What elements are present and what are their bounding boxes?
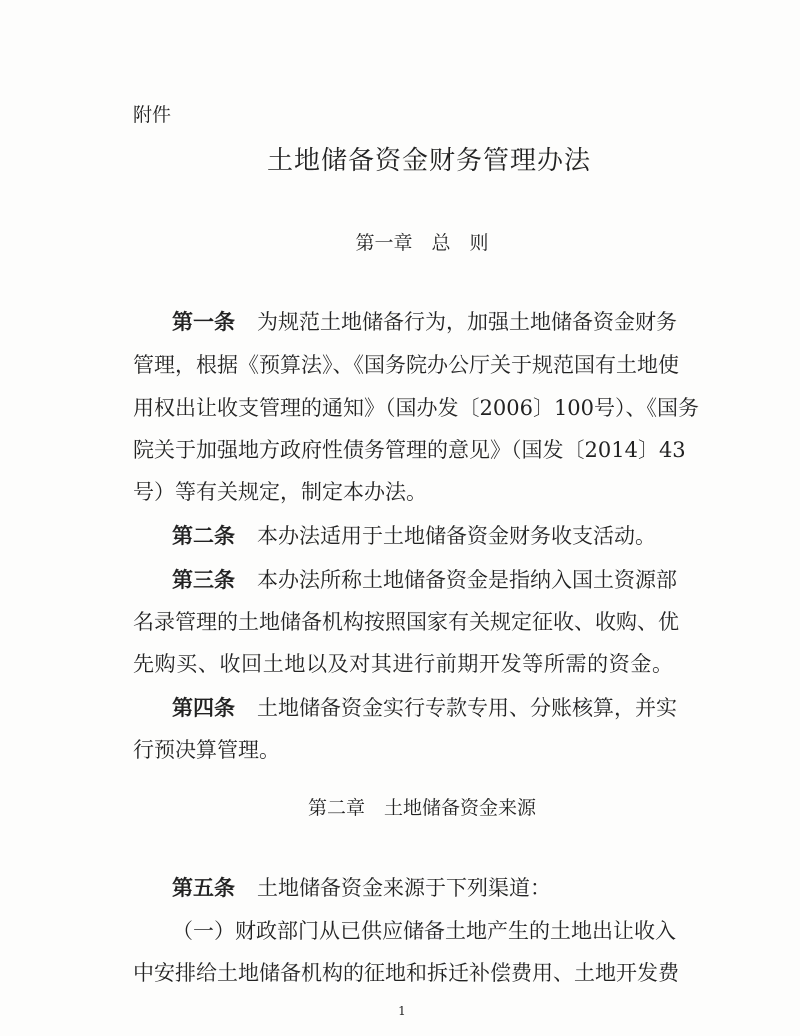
article-1-line: 管理，根据《预算法》、《国务院办公厅关于规范国有土地使 (133, 353, 679, 377)
article-label: 第五条 (172, 876, 235, 900)
article-4-line: 第四条 土地储备资金实行专款专用、分账核算，并实 (172, 696, 677, 720)
article-1-line: 院关于加强地方政府性债务管理的意见》（国发〔2014〕43 (133, 438, 686, 462)
article-1-line: 用权出让收支管理的通知》（国办发〔2006〕100号）、《国务 (133, 396, 700, 420)
article-label: 第三条 (172, 568, 235, 592)
page-number: 1 (398, 1004, 406, 1018)
article-label: 第二条 (172, 524, 235, 548)
article-3-line: 第三条 本办法所称土地储备资金是指纳入国土资源部 (172, 568, 677, 592)
article-1-line: 号）等有关规定，制定本办法。 (133, 480, 427, 504)
attachment-label: 附件 (133, 104, 172, 126)
chapter-heading: 第二章 土地储备资金来源 (307, 797, 536, 819)
item-1-line: 中安排给土地储备机构的征地和拆迁补偿费用、土地开发费 (133, 961, 679, 985)
article-2-line: 第二条 本办法适用于土地储备资金财务收支活动。 (172, 524, 656, 548)
article-4-line: 行预决算管理。 (133, 738, 280, 762)
chapter-heading: 第一章 总 则 (355, 232, 489, 254)
article-label: 第四条 (172, 696, 235, 720)
article-3-line: 先购买、收回土地以及对其进行前期开发等所需的资金。 (133, 652, 673, 676)
article-1-line: 第一条 为规范土地储备行为，加强土地储备资金财务 (172, 310, 677, 334)
article-3-line: 名录管理的土地储备机构按照国家有关规定征收、收购、优 (133, 610, 679, 634)
article-label: 第一条 (172, 310, 235, 334)
document-title: 土地储备资金财务管理办法 (266, 146, 591, 176)
article-5-line: 第五条 土地储备资金来源于下列渠道： (172, 876, 551, 900)
item-1-line: （一）财政部门从已供应储备土地产生的土地出让收入 (172, 919, 676, 943)
